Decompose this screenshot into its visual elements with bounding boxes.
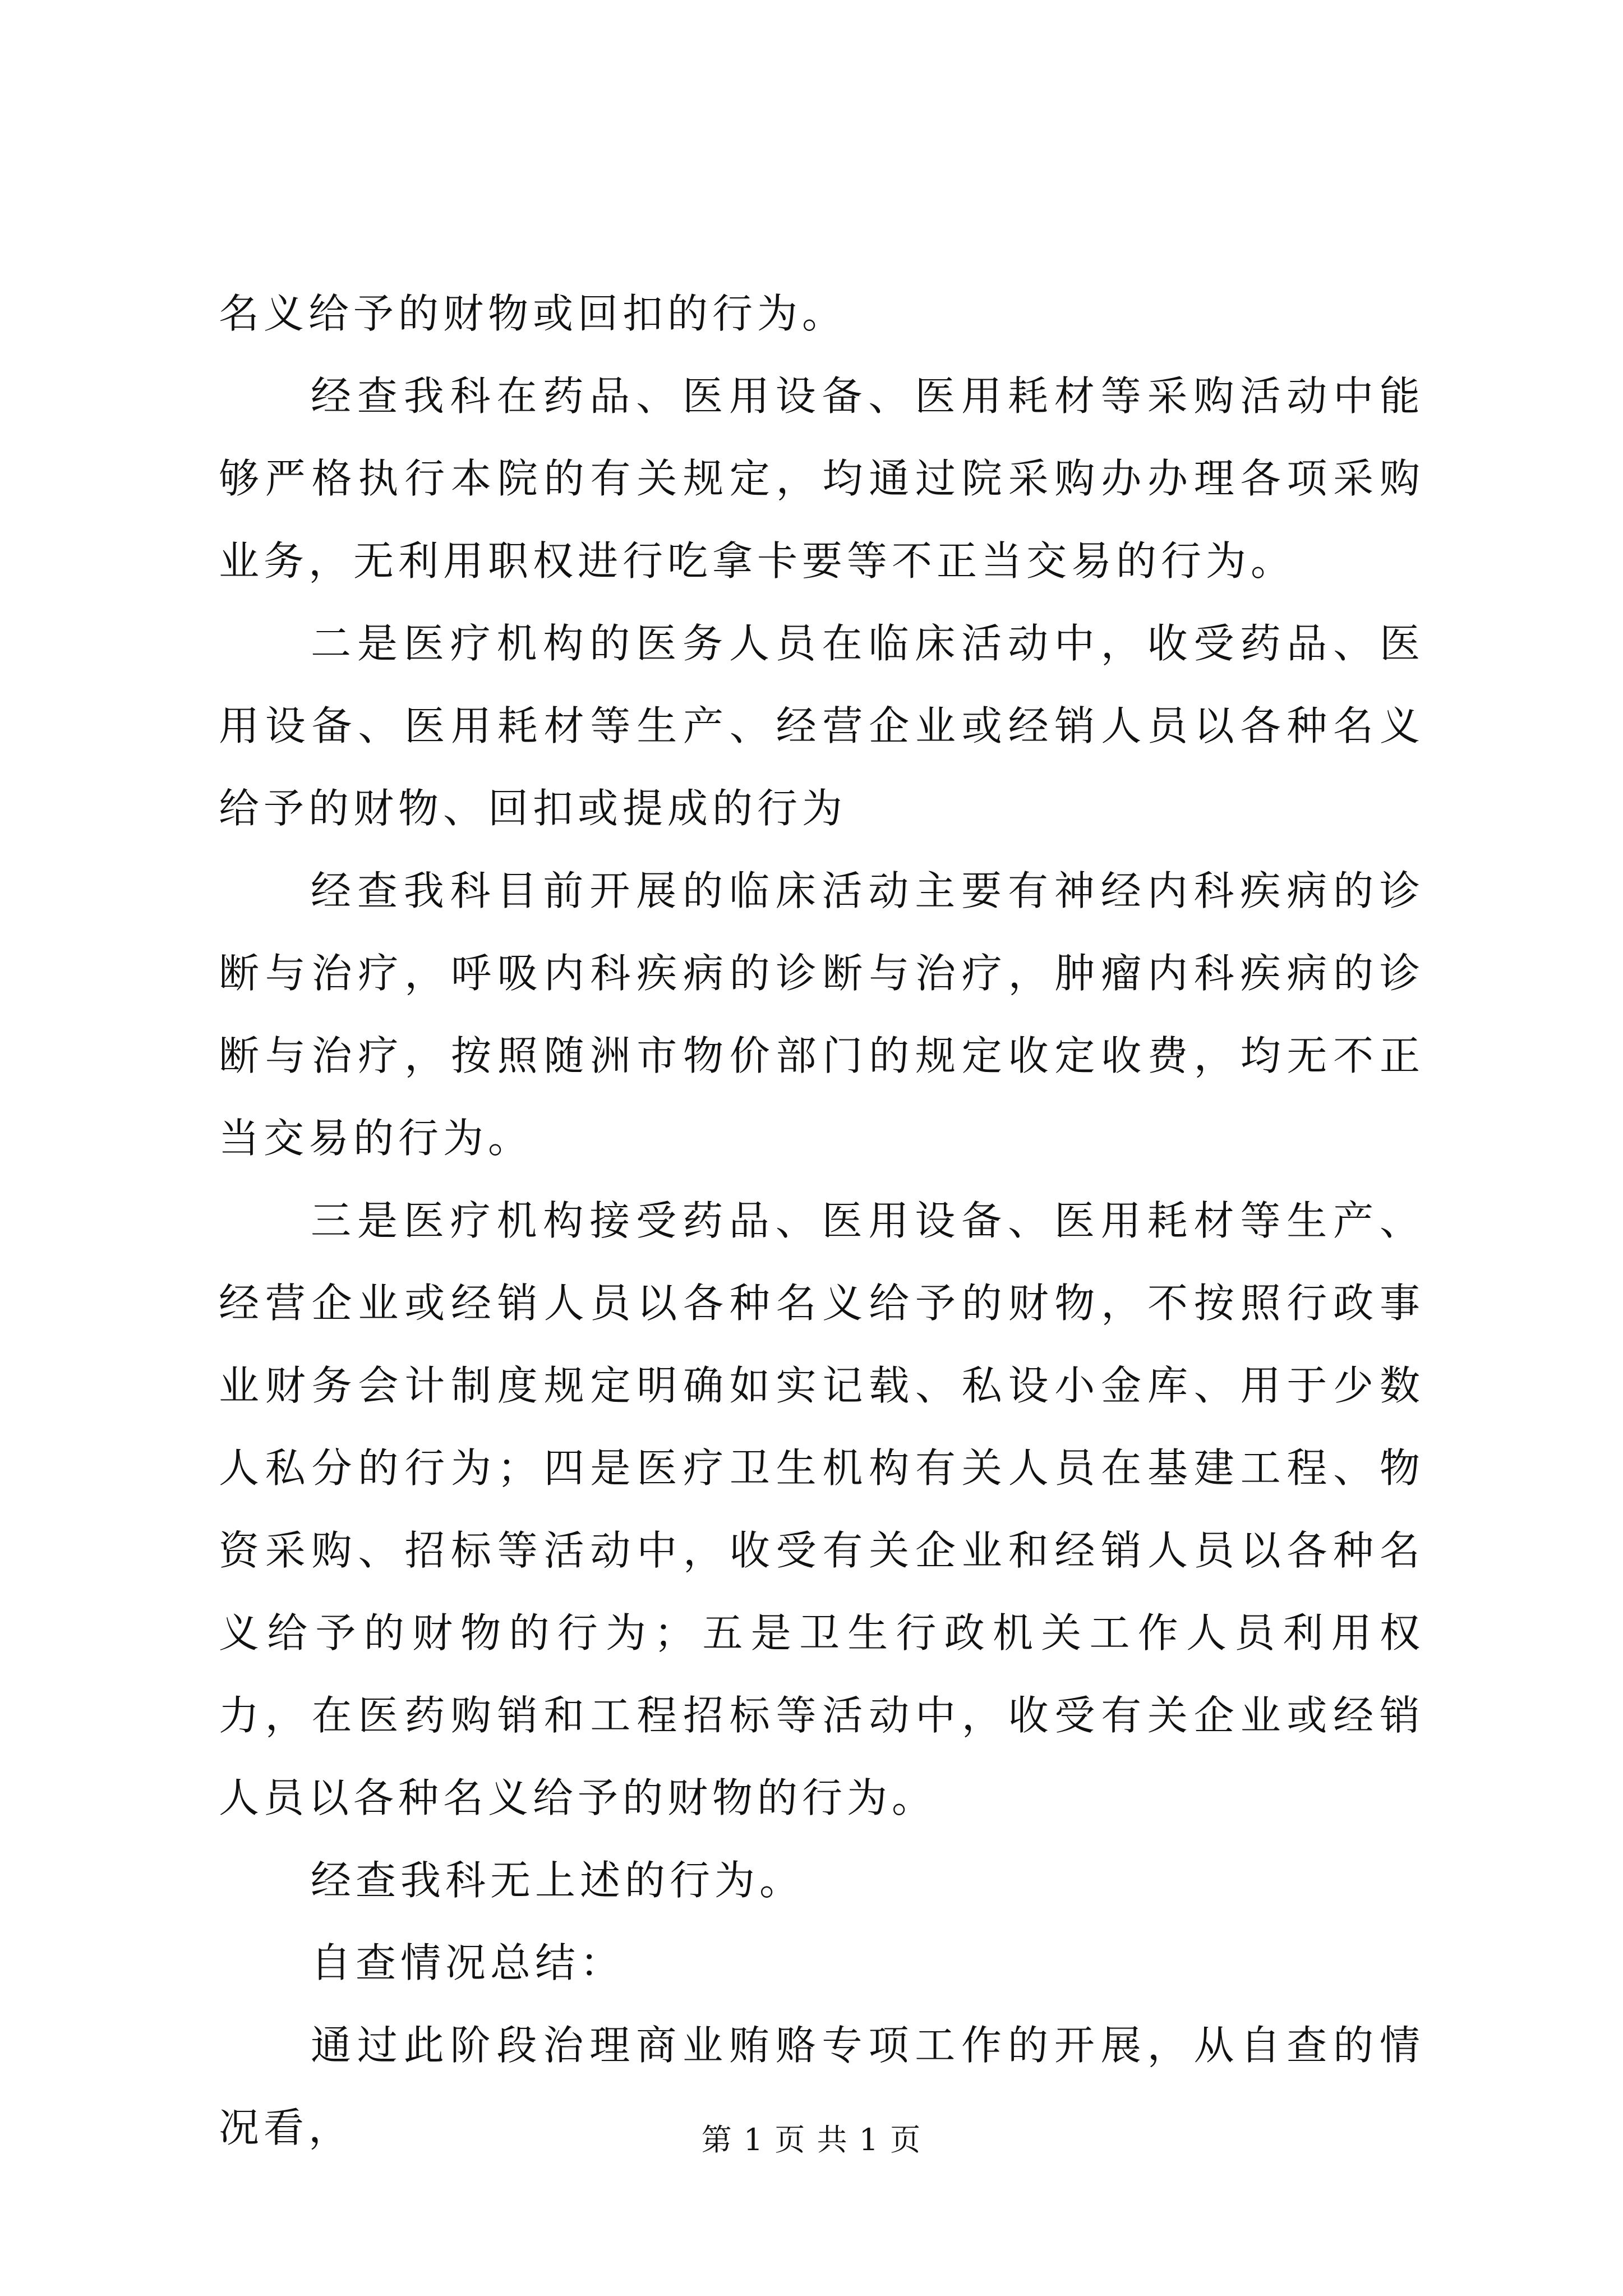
paragraph: 经查我科无上述的行为。 — [311, 1857, 805, 1904]
paragraph: 名义给予的财物或回扣的行为。 — [219, 290, 847, 337]
paragraph: 自查情况总结： — [311, 1939, 625, 1986]
paragraph: 二是医疗机构的医务人员在临床活动中，收受药品、医用设备、医用耗材等生产、经营企业或经销人员以各种名义给予的财物、回扣或提成的行为 — [219, 620, 1424, 832]
page-number-footer: 第 1 页 共 1 页 — [701, 2122, 922, 2157]
paragraph: 三是医疗机构接受药品、医用设备、医用耗材等生产、经营企业或经销人员以各种名义给予的财物，不按照行政事业财务会计制度规定明确如实记载、私设小金库、用于少数人私分的行为；四是医疗卫生机构有关人员在基建工程、物资采购、招标等活动中，收受有关企业和经销人员以各种名义给予的财物的行为；五是卫生行政机关工作人员利用权力，在医药购销和工程招标等活动中，收受有关企业或经销人员以各种名义给予的财物的行为。 — [219, 1197, 1424, 1821]
document-body — [219, 273, 1424, 2169]
paragraph: 经查我科在药品、医用设备、医用耗材等采购活动中能够严格执行本院的有关规定，均通过院采购办办理各项采购业务，无利用职权进行吃拿卡要等不正当交易的行为。 — [219, 372, 1424, 585]
paragraph: 通过此阶段治理商业贿赂专项工作的开展，从自查的情况看， — [219, 2022, 1424, 2151]
paragraph: 经查我科目前开展的临床活动主要有神经内科疾病的诊断与治疗，呼吸内科疾病的诊断与治疗，肿瘤内科疾病的诊断与治疗，按照随洲市物价部门的规定收定收费，均无不正当交易的行为。 — [219, 867, 1424, 1162]
